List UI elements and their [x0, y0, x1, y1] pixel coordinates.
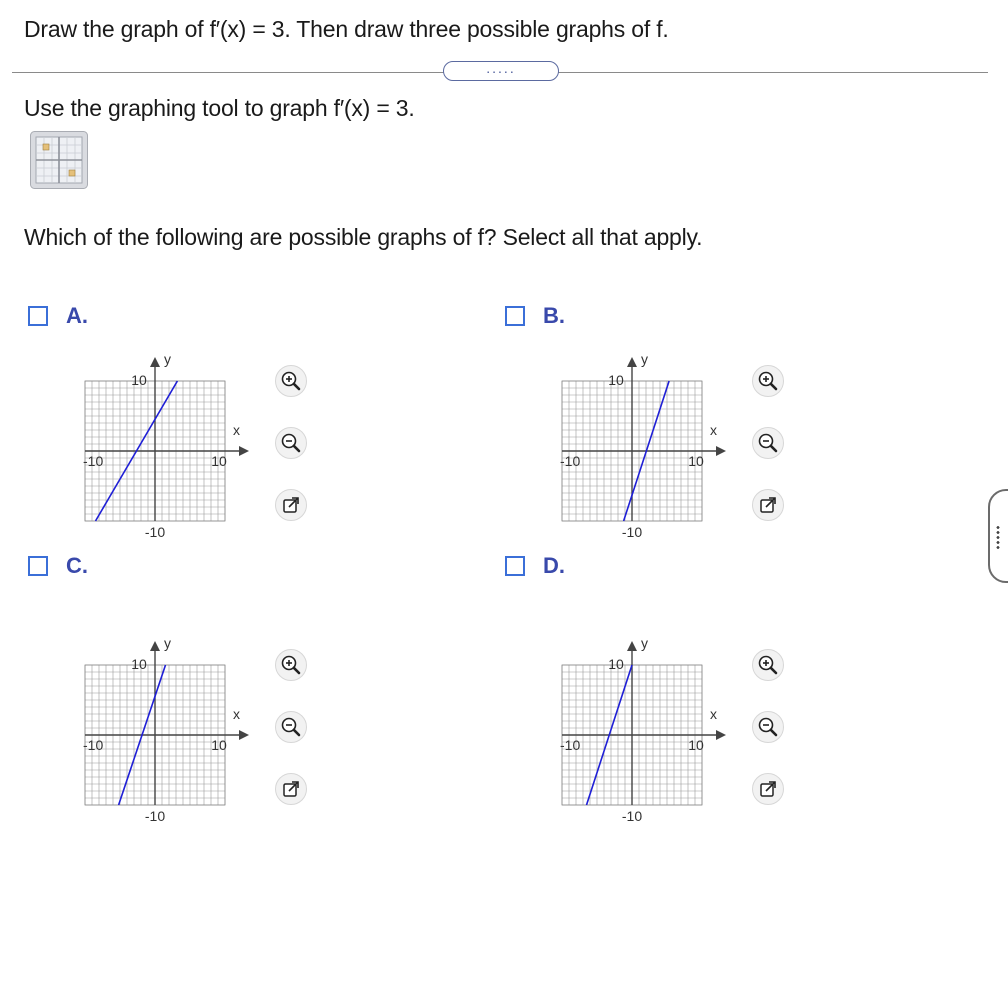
open-window-icon [281, 495, 301, 515]
tick-label-x-neg: -10 [83, 737, 104, 753]
zoom-in-icon [280, 654, 302, 676]
graph-option-b[interactable] [530, 349, 734, 553]
tick-label-x-neg: -10 [560, 737, 581, 753]
x-axis-label: x [233, 422, 240, 438]
tick-label-y-neg: -10 [621, 524, 643, 540]
checkbox-option-c[interactable] [28, 556, 48, 576]
zoom-out-button-c[interactable] [275, 711, 307, 743]
tick-label-y-neg: -10 [144, 524, 166, 540]
zoom-out-button-d[interactable] [752, 711, 784, 743]
x-axis-arrow [239, 730, 249, 740]
y-axis-arrow [150, 357, 160, 367]
x-axis-label: x [710, 422, 717, 438]
y-axis-arrow [150, 641, 160, 651]
y-axis-arrow [627, 357, 637, 367]
open-window-button-b[interactable] [752, 489, 784, 521]
zoom-out-icon [280, 716, 302, 738]
zoom-in-icon [757, 370, 779, 392]
zoom-out-icon [280, 432, 302, 454]
tick-label-x-pos: 10 [211, 453, 227, 469]
graph-option-a[interactable] [53, 349, 257, 553]
y-axis-label: y [164, 351, 171, 367]
zoom-in-button-c[interactable] [275, 649, 307, 681]
graph-option-d[interactable] [530, 633, 734, 837]
tick-label-x-pos: 10 [688, 737, 704, 753]
open-window-icon [758, 779, 778, 799]
x-axis-arrow [239, 446, 249, 456]
tick-label-x-pos: 10 [211, 737, 227, 753]
open-window-icon [281, 779, 301, 799]
y-axis-label: y [164, 635, 171, 651]
y-axis-label: y [641, 635, 648, 651]
checkbox-option-d[interactable] [505, 556, 525, 576]
option-label-d[interactable]: D. [543, 553, 565, 578]
tick-label-y-pos: 10 [608, 372, 624, 388]
zoom-out-icon [757, 432, 779, 454]
zoom-in-icon [757, 654, 779, 676]
open-window-button-c[interactable] [275, 773, 307, 805]
x-axis-label: x [233, 706, 240, 722]
zoom-out-button-b[interactable] [752, 427, 784, 459]
open-window-button-d[interactable] [752, 773, 784, 805]
x-axis-arrow [716, 446, 726, 456]
zoom-in-icon [280, 370, 302, 392]
option-label-c[interactable]: C. [66, 553, 88, 578]
checkbox-option-a[interactable] [28, 306, 48, 326]
zoom-in-button-d[interactable] [752, 649, 784, 681]
y-axis-arrow [627, 641, 637, 651]
open-window-button-a[interactable] [275, 489, 307, 521]
option-label-a[interactable]: A. [66, 303, 88, 328]
x-axis-arrow [716, 730, 726, 740]
zoom-in-button-b[interactable] [752, 365, 784, 397]
zoom-in-button-a[interactable] [275, 365, 307, 397]
prompt-text: Which of the following are possible graphs of f? Select all that apply. [24, 224, 703, 250]
tick-label-y-neg: -10 [144, 808, 166, 824]
tick-label-y-pos: 10 [131, 372, 147, 388]
graph-option-c[interactable] [53, 633, 257, 837]
handle-dots [996, 525, 1000, 551]
expand-dots: ..... [486, 60, 516, 76]
tick-label-x-neg: -10 [560, 453, 581, 469]
side-panel-handle[interactable] [988, 489, 1008, 583]
tick-label-x-neg: -10 [83, 453, 104, 469]
expand-button[interactable] [443, 61, 559, 81]
zoom-out-icon [757, 716, 779, 738]
question-text: Draw the graph of f′(x) = 3. Then draw three possible graphs of f. [24, 16, 669, 42]
tick-label-y-neg: -10 [621, 808, 643, 824]
instruction-text: Use the graphing tool to graph f′(x) = 3. [24, 95, 415, 121]
y-axis-label: y [641, 351, 648, 367]
tick-label-y-pos: 10 [608, 656, 624, 672]
zoom-out-button-a[interactable] [275, 427, 307, 459]
tick-label-y-pos: 10 [131, 656, 147, 672]
x-axis-label: x [710, 706, 717, 722]
checkbox-option-b[interactable] [505, 306, 525, 326]
graph-tool-icon[interactable] [30, 131, 88, 189]
tick-label-x-pos: 10 [688, 453, 704, 469]
option-label-b[interactable]: B. [543, 303, 565, 328]
open-window-icon [758, 495, 778, 515]
